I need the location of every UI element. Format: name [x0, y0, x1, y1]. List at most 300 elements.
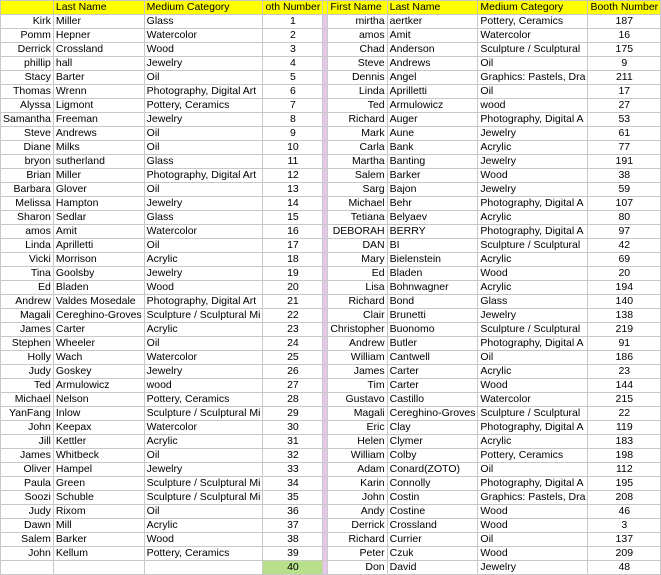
- cell-left-last-name[interactable]: Crossland: [53, 43, 144, 57]
- header-medium-category-right[interactable]: Medium Category: [478, 1, 588, 15]
- cell-left-last-name[interactable]: [53, 561, 144, 575]
- cell-left-first-name[interactable]: James: [1, 323, 54, 337]
- cell-left-medium-category[interactable]: Glass: [144, 211, 263, 225]
- cell-right-medium-category[interactable]: Sculpture / Sculptural: [478, 323, 588, 337]
- cell-left-booth-number[interactable]: 18: [263, 253, 323, 267]
- cell-left-booth-number[interactable]: 29: [263, 407, 323, 421]
- cell-right-booth-number[interactable]: 59: [588, 183, 661, 197]
- cell-right-medium-category[interactable]: Wood: [478, 379, 588, 393]
- cell-left-medium-category[interactable]: Glass: [144, 155, 263, 169]
- cell-right-medium-category[interactable]: wood: [478, 99, 588, 113]
- cell-left-last-name[interactable]: Keepax: [53, 421, 144, 435]
- cell-right-booth-number[interactable]: 209: [588, 547, 661, 561]
- cell-right-first-name[interactable]: Richard: [328, 533, 387, 547]
- cell-left-booth-number[interactable]: 35: [263, 491, 323, 505]
- cell-left-last-name[interactable]: Andrews: [53, 127, 144, 141]
- cell-right-first-name[interactable]: William: [328, 351, 387, 365]
- cell-right-first-name[interactable]: Mark: [328, 127, 387, 141]
- cell-right-medium-category[interactable]: Sculpture / Sculptural: [478, 239, 588, 253]
- cell-left-first-name[interactable]: Holly: [1, 351, 54, 365]
- cell-right-first-name[interactable]: Gustavo: [328, 393, 387, 407]
- header-booth-number[interactable]: oth Number: [263, 1, 323, 15]
- cell-left-booth-number[interactable]: 24: [263, 337, 323, 351]
- cell-right-last-name[interactable]: Buonomo: [387, 323, 478, 337]
- cell-left-booth-number[interactable]: 37: [263, 519, 323, 533]
- cell-left-last-name[interactable]: Green: [53, 477, 144, 491]
- cell-right-last-name[interactable]: Bajon: [387, 183, 478, 197]
- cell-left-first-name[interactable]: Barbara: [1, 183, 54, 197]
- cell-right-first-name[interactable]: Magali: [328, 407, 387, 421]
- cell-right-first-name[interactable]: Michael: [328, 197, 387, 211]
- cell-left-first-name[interactable]: Salem: [1, 533, 54, 547]
- cell-right-booth-number[interactable]: 80: [588, 211, 661, 225]
- cell-right-last-name[interactable]: Armulowicz: [387, 99, 478, 113]
- cell-right-medium-category[interactable]: Oil: [478, 57, 588, 71]
- cell-left-medium-category[interactable]: Pottery, Ceramics: [144, 393, 263, 407]
- cell-right-medium-category[interactable]: Jewelry: [478, 127, 588, 141]
- cell-left-booth-number[interactable]: 13: [263, 183, 323, 197]
- cell-right-last-name[interactable]: Butler: [387, 337, 478, 351]
- cell-right-first-name[interactable]: Andy: [328, 505, 387, 519]
- cell-right-booth-number[interactable]: 183: [588, 435, 661, 449]
- cell-left-first-name[interactable]: Vicki: [1, 253, 54, 267]
- cell-left-last-name[interactable]: Rixom: [53, 505, 144, 519]
- cell-right-booth-number[interactable]: 187: [588, 15, 661, 29]
- cell-right-medium-category[interactable]: Jewelry: [478, 561, 588, 575]
- cell-left-medium-category[interactable]: Pottery, Ceramics: [144, 547, 263, 561]
- cell-right-booth-number[interactable]: 91: [588, 337, 661, 351]
- cell-left-booth-number[interactable]: 15: [263, 211, 323, 225]
- cell-left-last-name[interactable]: Aprilletti: [53, 239, 144, 253]
- cell-right-last-name[interactable]: Costin: [387, 491, 478, 505]
- cell-right-medium-category[interactable]: Jewelry: [478, 183, 588, 197]
- cell-right-medium-category[interactable]: Acrylic: [478, 141, 588, 155]
- cell-right-first-name[interactable]: James: [328, 365, 387, 379]
- cell-left-last-name[interactable]: Ligmont: [53, 99, 144, 113]
- cell-right-medium-category[interactable]: Acrylic: [478, 211, 588, 225]
- cell-right-booth-number[interactable]: 53: [588, 113, 661, 127]
- cell-left-booth-number[interactable]: 11: [263, 155, 323, 169]
- cell-left-medium-category[interactable]: Wood: [144, 43, 263, 57]
- cell-left-booth-number[interactable]: 36: [263, 505, 323, 519]
- cell-left-booth-number[interactable]: 3: [263, 43, 323, 57]
- cell-right-first-name[interactable]: Linda: [328, 85, 387, 99]
- cell-left-booth-number[interactable]: 31: [263, 435, 323, 449]
- cell-left-booth-number[interactable]: 22: [263, 309, 323, 323]
- cell-right-last-name[interactable]: Costine: [387, 505, 478, 519]
- cell-left-first-name[interactable]: Brian: [1, 169, 54, 183]
- cell-right-last-name[interactable]: Castillo: [387, 393, 478, 407]
- cell-right-medium-category[interactable]: Jewelry: [478, 155, 588, 169]
- cell-left-last-name[interactable]: Mill: [53, 519, 144, 533]
- cell-right-first-name[interactable]: mirtha: [328, 15, 387, 29]
- cell-right-medium-category[interactable]: Wood: [478, 547, 588, 561]
- header-first-name-right[interactable]: First Name: [328, 1, 387, 15]
- cell-left-last-name[interactable]: Barker: [53, 533, 144, 547]
- cell-right-medium-category[interactable]: Graphics: Pastels, Dra: [478, 491, 588, 505]
- cell-right-booth-number[interactable]: 195: [588, 477, 661, 491]
- cell-right-booth-number[interactable]: 42: [588, 239, 661, 253]
- cell-left-first-name[interactable]: YanFang: [1, 407, 54, 421]
- cell-right-first-name[interactable]: Andrew: [328, 337, 387, 351]
- cell-right-booth-number[interactable]: 17: [588, 85, 661, 99]
- cell-right-booth-number[interactable]: 77: [588, 141, 661, 155]
- cell-left-first-name[interactable]: Stephen: [1, 337, 54, 351]
- cell-left-medium-category[interactable]: Pottery, Ceramics: [144, 99, 263, 113]
- cell-left-medium-category[interactable]: [144, 561, 263, 575]
- cell-left-medium-category[interactable]: Oil: [144, 505, 263, 519]
- cell-left-booth-number[interactable]: 8: [263, 113, 323, 127]
- cell-left-booth-number[interactable]: 28: [263, 393, 323, 407]
- cell-left-medium-category[interactable]: Acrylic: [144, 435, 263, 449]
- cell-right-last-name[interactable]: Connolly: [387, 477, 478, 491]
- cell-left-first-name[interactable]: Oliver: [1, 463, 54, 477]
- cell-right-booth-number[interactable]: 137: [588, 533, 661, 547]
- cell-right-first-name[interactable]: Mary: [328, 253, 387, 267]
- cell-right-last-name[interactable]: Behr: [387, 197, 478, 211]
- cell-right-last-name[interactable]: Belyaev: [387, 211, 478, 225]
- cell-right-last-name[interactable]: BERRY: [387, 225, 478, 239]
- cell-right-first-name[interactable]: Peter: [328, 547, 387, 561]
- cell-right-last-name[interactable]: Banting: [387, 155, 478, 169]
- cell-right-booth-number[interactable]: 48: [588, 561, 661, 575]
- cell-right-first-name[interactable]: Ed: [328, 267, 387, 281]
- cell-right-last-name[interactable]: Anderson: [387, 43, 478, 57]
- cell-left-first-name[interactable]: bryon: [1, 155, 54, 169]
- cell-right-booth-number[interactable]: 16: [588, 29, 661, 43]
- cell-left-last-name[interactable]: Goolsby: [53, 267, 144, 281]
- cell-left-booth-number[interactable]: 2: [263, 29, 323, 43]
- cell-right-booth-number[interactable]: 194: [588, 281, 661, 295]
- cell-left-first-name[interactable]: Paula: [1, 477, 54, 491]
- cell-right-last-name[interactable]: Cereghino-Groves: [387, 407, 478, 421]
- cell-right-last-name[interactable]: Currier: [387, 533, 478, 547]
- cell-left-booth-number[interactable]: 10: [263, 141, 323, 155]
- cell-right-first-name[interactable]: Tetiana: [328, 211, 387, 225]
- cell-left-booth-number[interactable]: 14: [263, 197, 323, 211]
- cell-left-medium-category[interactable]: Oil: [144, 449, 263, 463]
- cell-right-first-name[interactable]: Martha: [328, 155, 387, 169]
- cell-left-medium-category[interactable]: Watercolor: [144, 351, 263, 365]
- cell-left-first-name[interactable]: amos: [1, 225, 54, 239]
- cell-left-last-name[interactable]: Schuble: [53, 491, 144, 505]
- cell-left-first-name[interactable]: Sharon: [1, 211, 54, 225]
- cell-right-first-name[interactable]: DEBORAH: [328, 225, 387, 239]
- cell-right-first-name[interactable]: Derrick: [328, 519, 387, 533]
- cell-left-medium-category[interactable]: Photography, Digital Art: [144, 85, 263, 99]
- cell-right-medium-category[interactable]: Sculpture / Sculptural: [478, 407, 588, 421]
- cell-left-booth-number[interactable]: 17: [263, 239, 323, 253]
- cell-right-medium-category[interactable]: Photography, Digital A: [478, 225, 588, 239]
- cell-left-last-name[interactable]: Miller: [53, 169, 144, 183]
- cell-right-last-name[interactable]: Bohnwagner: [387, 281, 478, 295]
- cell-right-booth-number[interactable]: 219: [588, 323, 661, 337]
- cell-right-medium-category[interactable]: Watercolor: [478, 393, 588, 407]
- cell-left-medium-category[interactable]: Sculpture / Sculptural Mi: [144, 309, 263, 323]
- header-first-name[interactable]: [1, 1, 54, 15]
- cell-left-first-name[interactable]: Judy: [1, 505, 54, 519]
- cell-left-booth-number[interactable]: 32: [263, 449, 323, 463]
- cell-right-first-name[interactable]: Salem: [328, 169, 387, 183]
- cell-left-last-name[interactable]: Wrenn: [53, 85, 144, 99]
- cell-right-last-name[interactable]: Clay: [387, 421, 478, 435]
- cell-right-medium-category[interactable]: Oil: [478, 533, 588, 547]
- cell-left-first-name[interactable]: Kirk: [1, 15, 54, 29]
- cell-right-last-name[interactable]: Czuk: [387, 547, 478, 561]
- cell-left-last-name[interactable]: Wheeler: [53, 337, 144, 351]
- cell-left-first-name[interactable]: Derrick: [1, 43, 54, 57]
- cell-left-last-name[interactable]: Morrison: [53, 253, 144, 267]
- cell-right-medium-category[interactable]: Wood: [478, 505, 588, 519]
- cell-left-last-name[interactable]: sutherland: [53, 155, 144, 169]
- cell-right-medium-category[interactable]: Glass: [478, 295, 588, 309]
- cell-right-booth-number[interactable]: 186: [588, 351, 661, 365]
- cell-right-booth-number[interactable]: 97: [588, 225, 661, 239]
- cell-left-last-name[interactable]: Kellum: [53, 547, 144, 561]
- cell-right-booth-number[interactable]: 23: [588, 365, 661, 379]
- cell-right-first-name[interactable]: Tim: [328, 379, 387, 393]
- cell-right-booth-number[interactable]: 175: [588, 43, 661, 57]
- cell-right-first-name[interactable]: amos: [328, 29, 387, 43]
- cell-right-medium-category[interactable]: Graphics: Pastels, Dra: [478, 71, 588, 85]
- cell-left-first-name[interactable]: phillip: [1, 57, 54, 71]
- cell-left-booth-number[interactable]: 40: [263, 561, 323, 575]
- cell-right-last-name[interactable]: Auger: [387, 113, 478, 127]
- cell-right-last-name[interactable]: Cantwell: [387, 351, 478, 365]
- cell-right-first-name[interactable]: Richard: [328, 295, 387, 309]
- cell-left-booth-number[interactable]: 7: [263, 99, 323, 113]
- cell-right-last-name[interactable]: Crossland: [387, 519, 478, 533]
- cell-right-last-name[interactable]: Bielenstein: [387, 253, 478, 267]
- cell-left-last-name[interactable]: Barter: [53, 71, 144, 85]
- cell-right-last-name[interactable]: Bank: [387, 141, 478, 155]
- cell-left-first-name[interactable]: Steve: [1, 127, 54, 141]
- cell-right-first-name[interactable]: Richard: [328, 113, 387, 127]
- cell-left-booth-number[interactable]: 26: [263, 365, 323, 379]
- cell-right-last-name[interactable]: Brunetti: [387, 309, 478, 323]
- cell-right-booth-number[interactable]: 198: [588, 449, 661, 463]
- cell-right-first-name[interactable]: Clair: [328, 309, 387, 323]
- cell-right-first-name[interactable]: Carla: [328, 141, 387, 155]
- cell-left-booth-number[interactable]: 4: [263, 57, 323, 71]
- cell-right-first-name[interactable]: William: [328, 449, 387, 463]
- cell-right-medium-category[interactable]: Acrylic: [478, 435, 588, 449]
- cell-right-booth-number[interactable]: 140: [588, 295, 661, 309]
- cell-left-booth-number[interactable]: 25: [263, 351, 323, 365]
- cell-left-last-name[interactable]: Amit: [53, 225, 144, 239]
- cell-left-last-name[interactable]: Bladen: [53, 281, 144, 295]
- cell-right-last-name[interactable]: BI: [387, 239, 478, 253]
- cell-left-medium-category[interactable]: Acrylic: [144, 253, 263, 267]
- cell-right-medium-category[interactable]: Wood: [478, 267, 588, 281]
- header-medium-category[interactable]: Medium Category: [144, 1, 263, 15]
- cell-right-medium-category[interactable]: Photography, Digital A: [478, 113, 588, 127]
- cell-right-booth-number[interactable]: 107: [588, 197, 661, 211]
- cell-right-last-name[interactable]: Conard(ZOTO): [387, 463, 478, 477]
- cell-left-first-name[interactable]: John: [1, 421, 54, 435]
- cell-right-medium-category[interactable]: Acrylic: [478, 281, 588, 295]
- cell-left-first-name[interactable]: Magali: [1, 309, 54, 323]
- cell-right-first-name[interactable]: Ted: [328, 99, 387, 113]
- cell-left-medium-category[interactable]: Jewelry: [144, 463, 263, 477]
- cell-left-last-name[interactable]: Freeman: [53, 113, 144, 127]
- cell-left-last-name[interactable]: Nelson: [53, 393, 144, 407]
- cell-right-booth-number[interactable]: 38: [588, 169, 661, 183]
- cell-right-booth-number[interactable]: 20: [588, 267, 661, 281]
- cell-left-medium-category[interactable]: Jewelry: [144, 57, 263, 71]
- cell-right-booth-number[interactable]: 3: [588, 519, 661, 533]
- cell-right-booth-number[interactable]: 9: [588, 57, 661, 71]
- cell-right-first-name[interactable]: Helen: [328, 435, 387, 449]
- cell-left-booth-number[interactable]: 21: [263, 295, 323, 309]
- cell-left-booth-number[interactable]: 23: [263, 323, 323, 337]
- cell-left-booth-number[interactable]: 5: [263, 71, 323, 85]
- cell-left-first-name[interactable]: James: [1, 449, 54, 463]
- cell-right-medium-category[interactable]: Wood: [478, 519, 588, 533]
- cell-left-booth-number[interactable]: 16: [263, 225, 323, 239]
- cell-right-last-name[interactable]: Aune: [387, 127, 478, 141]
- cell-right-last-name[interactable]: Carter: [387, 365, 478, 379]
- cell-left-medium-category[interactable]: Glass: [144, 15, 263, 29]
- cell-left-last-name[interactable]: Kettler: [53, 435, 144, 449]
- cell-left-medium-category[interactable]: Oil: [144, 239, 263, 253]
- cell-left-booth-number[interactable]: 6: [263, 85, 323, 99]
- cell-left-first-name[interactable]: Alyssa: [1, 99, 54, 113]
- cell-right-medium-category[interactable]: Photography, Digital A: [478, 421, 588, 435]
- cell-right-first-name[interactable]: Adam: [328, 463, 387, 477]
- cell-left-booth-number[interactable]: 1: [263, 15, 323, 29]
- cell-left-first-name[interactable]: John: [1, 547, 54, 561]
- cell-left-booth-number[interactable]: 30: [263, 421, 323, 435]
- cell-left-booth-number[interactable]: 33: [263, 463, 323, 477]
- cell-left-first-name[interactable]: Linda: [1, 239, 54, 253]
- cell-left-medium-category[interactable]: Watercolor: [144, 225, 263, 239]
- cell-left-medium-category[interactable]: Jewelry: [144, 365, 263, 379]
- header-last-name-right[interactable]: Last Name: [387, 1, 478, 15]
- cell-left-first-name[interactable]: Tina: [1, 267, 54, 281]
- cell-left-medium-category[interactable]: Sculpture / Sculptural Mi: [144, 491, 263, 505]
- cell-left-first-name[interactable]: Ted: [1, 379, 54, 393]
- cell-left-last-name[interactable]: Armulowicz: [53, 379, 144, 393]
- cell-right-medium-category[interactable]: Photography, Digital A: [478, 197, 588, 211]
- cell-right-last-name[interactable]: aertker: [387, 15, 478, 29]
- cell-left-medium-category[interactable]: Oil: [144, 71, 263, 85]
- cell-right-first-name[interactable]: Karin: [328, 477, 387, 491]
- cell-right-booth-number[interactable]: 191: [588, 155, 661, 169]
- cell-right-medium-category[interactable]: Jewelry: [478, 309, 588, 323]
- cell-left-last-name[interactable]: Sedlar: [53, 211, 144, 225]
- cell-left-booth-number[interactable]: 20: [263, 281, 323, 295]
- cell-left-first-name[interactable]: Ed: [1, 281, 54, 295]
- cell-left-last-name[interactable]: Milks: [53, 141, 144, 155]
- cell-right-last-name[interactable]: Bladen: [387, 267, 478, 281]
- cell-right-last-name[interactable]: David: [387, 561, 478, 575]
- cell-right-booth-number[interactable]: 69: [588, 253, 661, 267]
- cell-left-last-name[interactable]: Glover: [53, 183, 144, 197]
- cell-right-booth-number[interactable]: 144: [588, 379, 661, 393]
- cell-left-medium-category[interactable]: Jewelry: [144, 197, 263, 211]
- cell-right-medium-category[interactable]: Acrylic: [478, 365, 588, 379]
- cell-right-medium-category[interactable]: Pottery, Ceramics: [478, 449, 588, 463]
- cell-right-first-name[interactable]: Don: [328, 561, 387, 575]
- cell-left-last-name[interactable]: Cereghino-Groves: [53, 309, 144, 323]
- cell-left-last-name[interactable]: Inlow: [53, 407, 144, 421]
- cell-left-last-name[interactable]: Goskey: [53, 365, 144, 379]
- cell-right-medium-category[interactable]: Sculpture / Sculptural: [478, 43, 588, 57]
- cell-right-last-name[interactable]: Clymer: [387, 435, 478, 449]
- cell-right-medium-category[interactable]: Oil: [478, 351, 588, 365]
- cell-right-medium-category[interactable]: Photography, Digital A: [478, 477, 588, 491]
- cell-right-first-name[interactable]: Dennis: [328, 71, 387, 85]
- cell-right-first-name[interactable]: Christopher: [328, 323, 387, 337]
- cell-right-last-name[interactable]: Aprilletti: [387, 85, 478, 99]
- cell-left-last-name[interactable]: Carter: [53, 323, 144, 337]
- cell-left-booth-number[interactable]: 19: [263, 267, 323, 281]
- cell-left-last-name[interactable]: Valdes Mosedale: [53, 295, 144, 309]
- cell-right-last-name[interactable]: Colby: [387, 449, 478, 463]
- header-last-name[interactable]: Last Name: [53, 1, 144, 15]
- cell-left-last-name[interactable]: Hampton: [53, 197, 144, 211]
- cell-right-last-name[interactable]: Carter: [387, 379, 478, 393]
- cell-left-medium-category[interactable]: Oil: [144, 127, 263, 141]
- cell-left-first-name[interactable]: Soozi: [1, 491, 54, 505]
- cell-right-medium-category[interactable]: Acrylic: [478, 253, 588, 267]
- cell-left-booth-number[interactable]: 38: [263, 533, 323, 547]
- cell-left-medium-category[interactable]: Acrylic: [144, 323, 263, 337]
- cell-right-last-name[interactable]: Amit: [387, 29, 478, 43]
- cell-left-medium-category[interactable]: Jewelry: [144, 267, 263, 281]
- cell-left-first-name[interactable]: Thomas: [1, 85, 54, 99]
- cell-left-medium-category[interactable]: wood: [144, 379, 263, 393]
- cell-left-medium-category[interactable]: Wood: [144, 533, 263, 547]
- cell-left-medium-category[interactable]: Photography, Digital Art: [144, 295, 263, 309]
- cell-left-first-name[interactable]: Dawn: [1, 519, 54, 533]
- cell-left-booth-number[interactable]: 27: [263, 379, 323, 393]
- cell-left-medium-category[interactable]: Watercolor: [144, 29, 263, 43]
- cell-right-booth-number[interactable]: 208: [588, 491, 661, 505]
- cell-right-medium-category[interactable]: Wood: [478, 169, 588, 183]
- cell-left-first-name[interactable]: Andrew: [1, 295, 54, 309]
- cell-left-medium-category[interactable]: Acrylic: [144, 519, 263, 533]
- cell-right-booth-number[interactable]: 112: [588, 463, 661, 477]
- cell-left-first-name[interactable]: Judy: [1, 365, 54, 379]
- cell-left-last-name[interactable]: Hampel: [53, 463, 144, 477]
- cell-right-first-name[interactable]: Chad: [328, 43, 387, 57]
- cell-left-booth-number[interactable]: 12: [263, 169, 323, 183]
- cell-right-medium-category[interactable]: Oil: [478, 463, 588, 477]
- cell-left-first-name[interactable]: Stacy: [1, 71, 54, 85]
- cell-left-booth-number[interactable]: 39: [263, 547, 323, 561]
- cell-right-first-name[interactable]: John: [328, 491, 387, 505]
- cell-left-last-name[interactable]: Hepner: [53, 29, 144, 43]
- cell-left-first-name[interactable]: Pomm: [1, 29, 54, 43]
- cell-right-last-name[interactable]: Bond: [387, 295, 478, 309]
- cell-right-first-name[interactable]: Lisa: [328, 281, 387, 295]
- cell-right-booth-number[interactable]: 215: [588, 393, 661, 407]
- cell-left-last-name[interactable]: Whitbeck: [53, 449, 144, 463]
- cell-left-medium-category[interactable]: Oil: [144, 141, 263, 155]
- cell-left-last-name[interactable]: hall: [53, 57, 144, 71]
- cell-left-booth-number[interactable]: 34: [263, 477, 323, 491]
- header-booth-number-right[interactable]: Booth Number: [588, 1, 661, 15]
- cell-left-medium-category[interactable]: Oil: [144, 337, 263, 351]
- cell-right-first-name[interactable]: DAN: [328, 239, 387, 253]
- cell-right-medium-category[interactable]: Photography, Digital A: [478, 337, 588, 351]
- cell-right-booth-number[interactable]: 46: [588, 505, 661, 519]
- cell-right-medium-category[interactable]: Oil: [478, 85, 588, 99]
- cell-left-booth-number[interactable]: 9: [263, 127, 323, 141]
- cell-left-medium-category[interactable]: Watercolor: [144, 421, 263, 435]
